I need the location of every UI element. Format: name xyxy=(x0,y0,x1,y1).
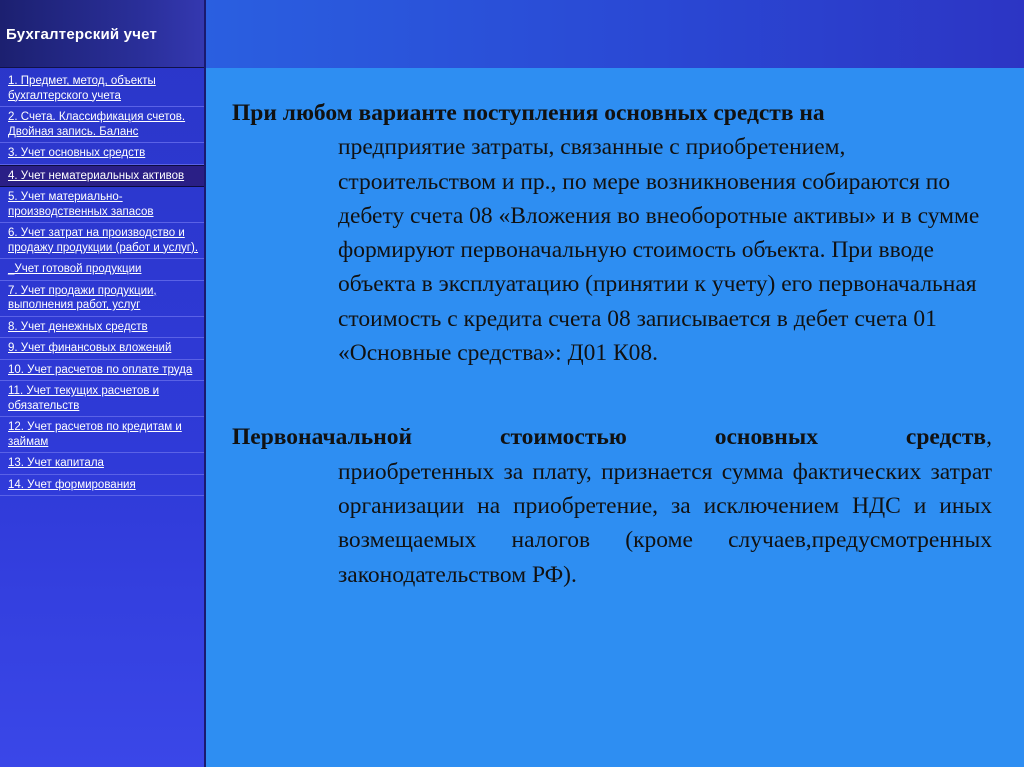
paragraph-body: приобретенных за плату, признается сумма фактических затрат организации на приобретение, за исключением НДС и иных возмещаемых налогов (кроме случаев,предусмотренных законодательством РФ). xyxy=(338,458,992,588)
sidebar-item-inventories[interactable]: 5. Учет материально-производственных запасов xyxy=(0,187,204,223)
sidebar-item-finished-goods[interactable]: _Учет готовой продукции xyxy=(0,259,204,281)
sidebar-item-loans[interactable]: 12. Учет расчетов по кредитам и займам xyxy=(0,417,204,453)
lead-word-last xyxy=(906,420,992,454)
sidebar-navigation xyxy=(0,0,206,767)
paragraph-acquisition-costs xyxy=(232,96,992,370)
sidebar-item-formation[interactable]: 14. Учет формирования xyxy=(0,475,204,497)
sidebar-item-subject-method[interactable]: 1. Предмет, метод, объекты бухгалтерского учета xyxy=(0,71,204,107)
sidebar-item-sales[interactable]: 7. Учет продажи продукции, выполнения работ, услуг xyxy=(0,281,204,317)
paragraph-initial-cost xyxy=(232,420,992,591)
lead-word: основных xyxy=(714,424,818,451)
paragraph-body: предприятие затраты, связанные с приобретением, строительством и пр., по мере возникновения собираются по дебету счета 08 «Вложения во внеоборотные активы» и в сумме формируют первоначальную стоимость объекта. При вводе объекта в эксплуатацию (принятии к учету) его первоначальная стоимость с кредита счета 08 записывается в дебет счета 01 «Основные средства»: Д01 К08. xyxy=(338,134,980,367)
sidebar-item-investments[interactable]: 9. Учет финансовых вложений xyxy=(0,338,204,360)
sidebar-item-cash[interactable]: 8. Учет денежных средств xyxy=(0,317,204,339)
lead-comma: , xyxy=(986,424,992,451)
sidebar-item-intangible-assets[interactable]: 4. Учет нематериальных активов xyxy=(0,165,204,188)
paragraph-lead: При любом варианте поступления основных средств на xyxy=(232,100,825,126)
top-banner xyxy=(206,0,1024,68)
sidebar-item-capital[interactable]: 13. Учет капитала xyxy=(0,453,204,475)
sidebar-item-accounts[interactable]: 2. Счета. Классификация счетов. Двойная запись. Баланс xyxy=(0,107,204,143)
lead-word: средств xyxy=(905,424,987,451)
lead-word: стоимостью xyxy=(500,424,627,451)
sidebar-item-production-costs[interactable]: 6. Учет затрат на производство и продажу продукции (работ и услуг). xyxy=(0,223,204,259)
main-content xyxy=(232,96,992,592)
sidebar-item-current-settlements[interactable]: 11. Учет текущих расчетов и обязательств xyxy=(0,381,204,417)
paragraph-lead xyxy=(232,420,992,454)
sidebar-list xyxy=(0,68,204,496)
lead-word: Первоначальной xyxy=(232,424,413,451)
sidebar-item-fixed-assets[interactable]: 3. Учет основных средств xyxy=(0,143,204,165)
sidebar-title: Бухгалтерский учет xyxy=(0,0,204,68)
sidebar-item-payroll[interactable]: 10. Учет расчетов по оплате труда xyxy=(0,360,204,382)
